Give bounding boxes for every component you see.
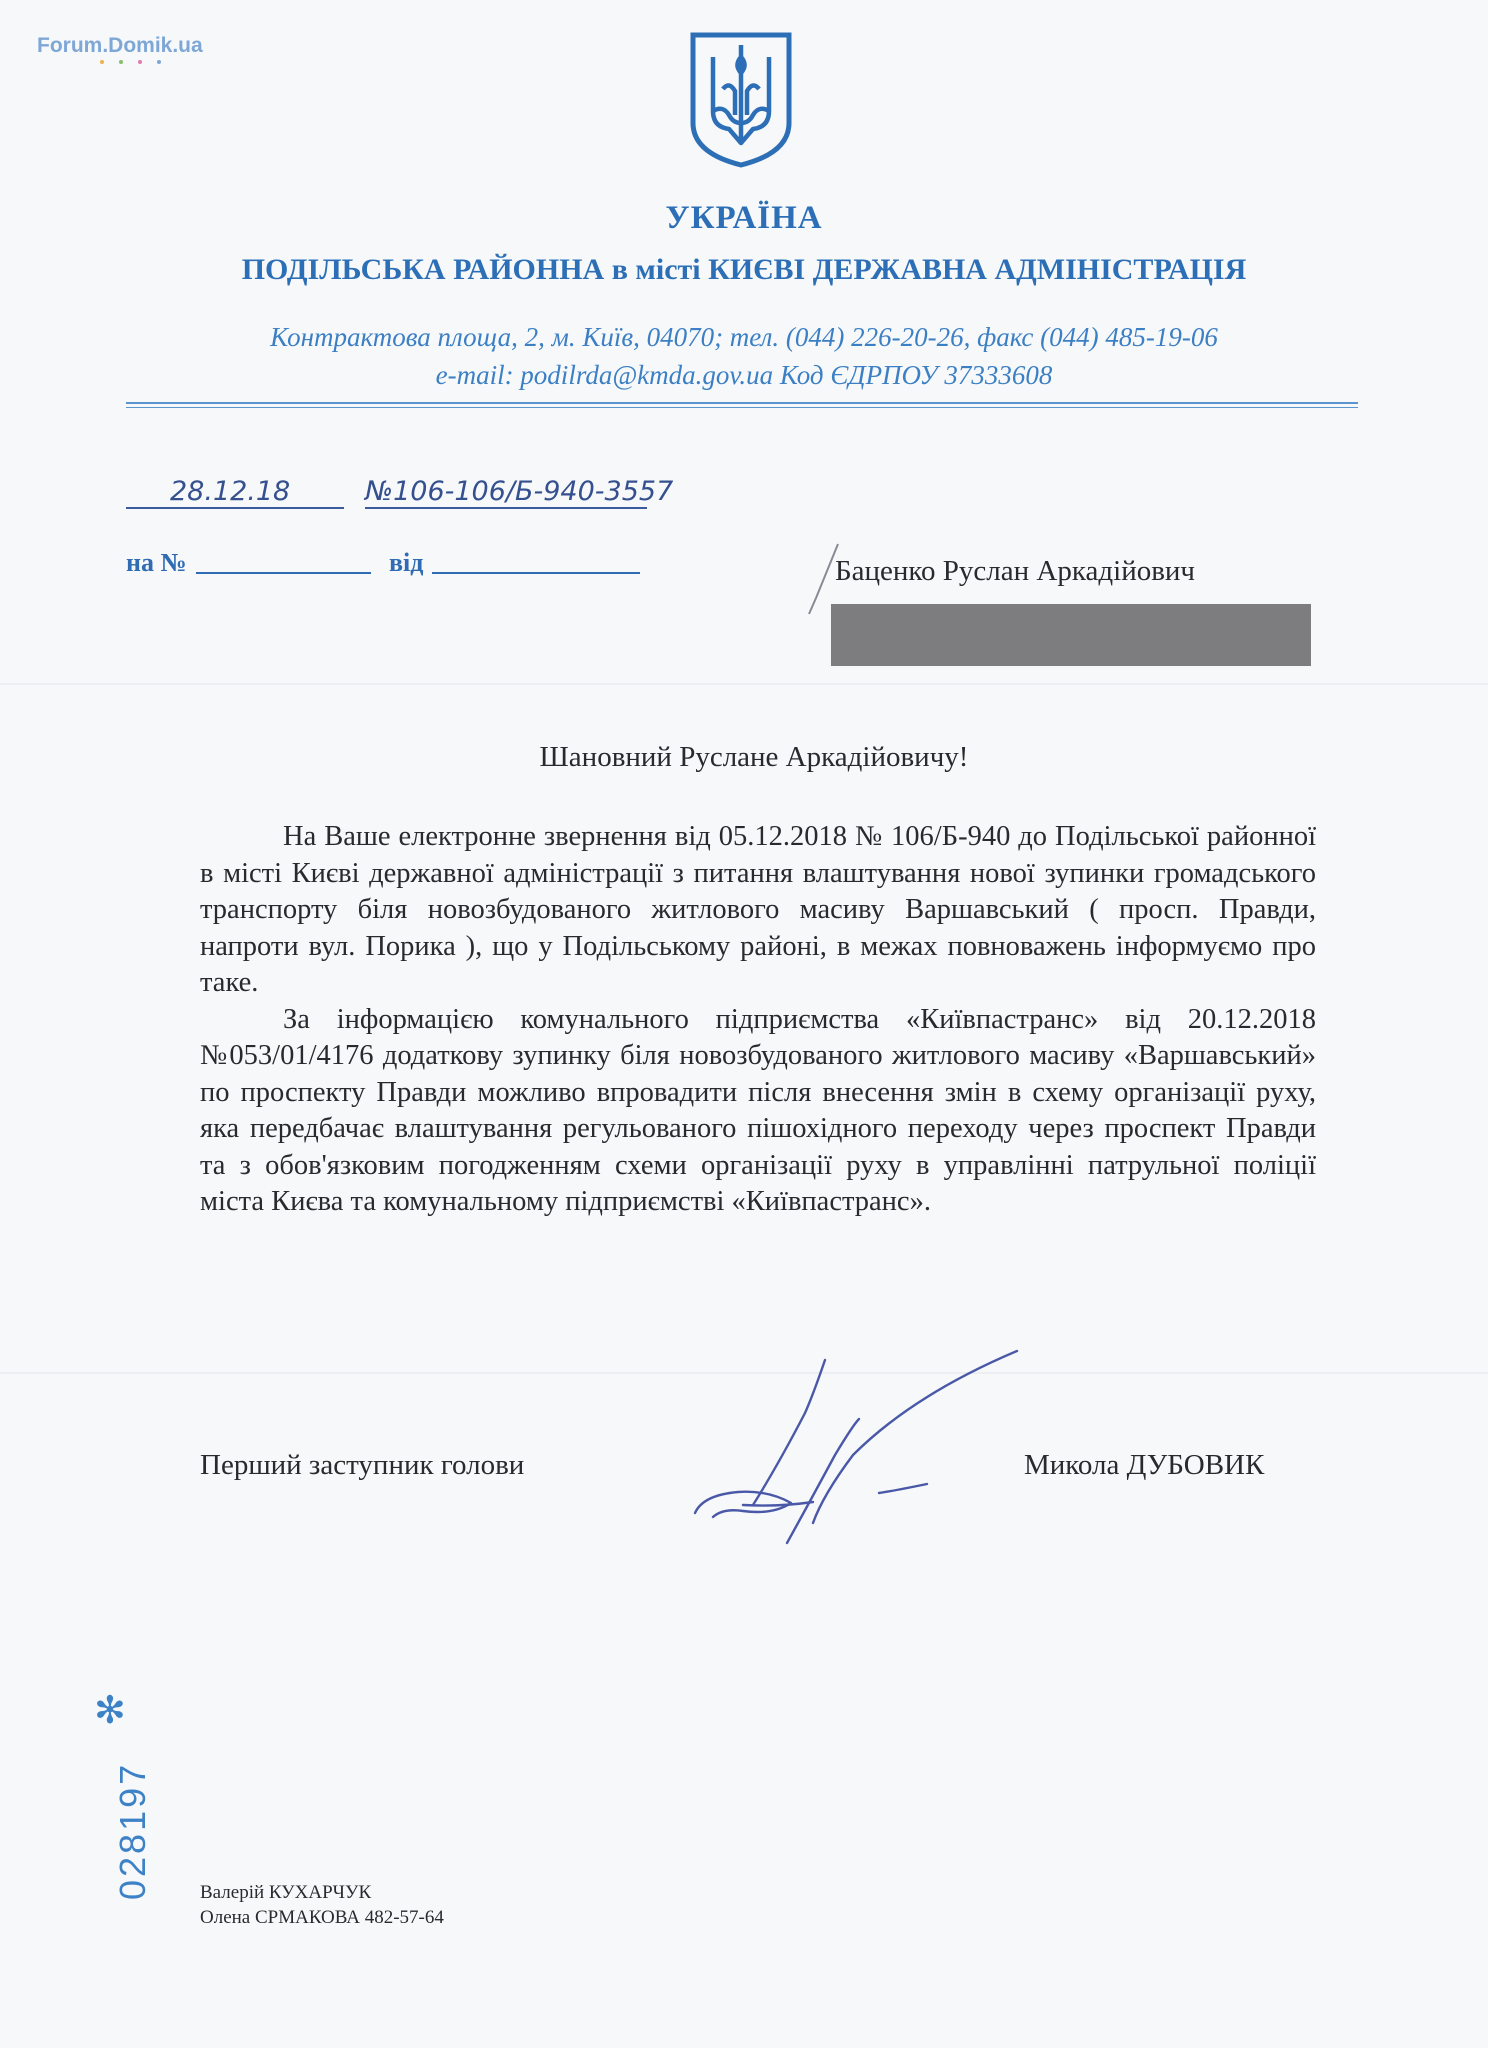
outgoing-date: 28.12.18 xyxy=(170,476,291,507)
outgoing-number: №106-106/Б-940-3557 xyxy=(365,476,674,507)
redacted-address xyxy=(831,604,1311,666)
registry-number: 028197 xyxy=(112,1761,153,1900)
agency-title: ПОДІЛЬСЬКА РАЙОННА в місті КИЄВІ ДЕРЖАВНА АДМІНІСТРАЦІЯ xyxy=(241,253,1247,286)
executor-name: Валерій КУХАРЧУК xyxy=(200,1882,372,1903)
recipient-name: Баценко Руслан Аркадійович xyxy=(835,555,1196,587)
from-line xyxy=(432,572,640,574)
on-number-line xyxy=(196,572,371,574)
agency-address: Контрактова площа, 2, м. Київ, 04070; тел. (044) 226-20-26, факс (044) 485-19-06 xyxy=(270,322,1218,352)
signer-name: Микола ДУБОВИК xyxy=(1024,1449,1265,1481)
executor-name: Олена СРМАКОВА 482-57-64 xyxy=(200,1907,444,1928)
signer-title: Перший заступник голови xyxy=(200,1449,525,1481)
paragraph: На Ваше електронне звернення від 05.12.2018 № 106/Б-940 до Подільської районної в місті Києві державної адміністрації з питання влаштування нової зупинки громадського транспорту біля новозбудованого житлового масиву Варшавський ( просп. Правди, напроти вул. Порика ), що у Подільському районі, в межах повноважень інформуємо про таке. xyxy=(200,821,1316,998)
on-number-label: на № xyxy=(126,548,187,577)
country-title: УКРАЇНА xyxy=(665,200,823,236)
watermark-dots xyxy=(100,60,161,64)
header-rule xyxy=(126,402,1358,404)
handwritten-signature xyxy=(683,1345,1023,1550)
from-label: від xyxy=(389,548,424,577)
trident-icon xyxy=(689,31,793,169)
salutation: Шановний Руслане Аркадійовичу! xyxy=(539,741,969,773)
paragraph: За інформацією комунального підприємства «Київпастранс» від 20.12.2018 №053/01/4176 додаткову зупинку біля новозбудованого житлового масиву «Варшавський» по проспекту Правди можливо впровадити після внесення змін в схему організації руху, яка передбачає влаштування регульованого пішохідного переходу через проспект Правди та з обов'язковим погодженням схеми організації руху в управлінні патрульної поліції міста Києва та комунальному підприємстві «Київпастранс». xyxy=(200,1003,1316,1217)
registry-star-icon: ✻ xyxy=(94,1688,126,1732)
paper-fold xyxy=(0,683,1488,685)
date-line xyxy=(126,507,344,509)
letter-body xyxy=(200,819,1316,1221)
number-line xyxy=(365,507,647,509)
watermark: Forum.Domik.ua xyxy=(37,34,203,57)
agency-email: e-mail: podilrda@kmda.gov.ua Код ЄДРПОУ 37333608 xyxy=(435,360,1053,390)
header-rule xyxy=(126,407,1358,408)
